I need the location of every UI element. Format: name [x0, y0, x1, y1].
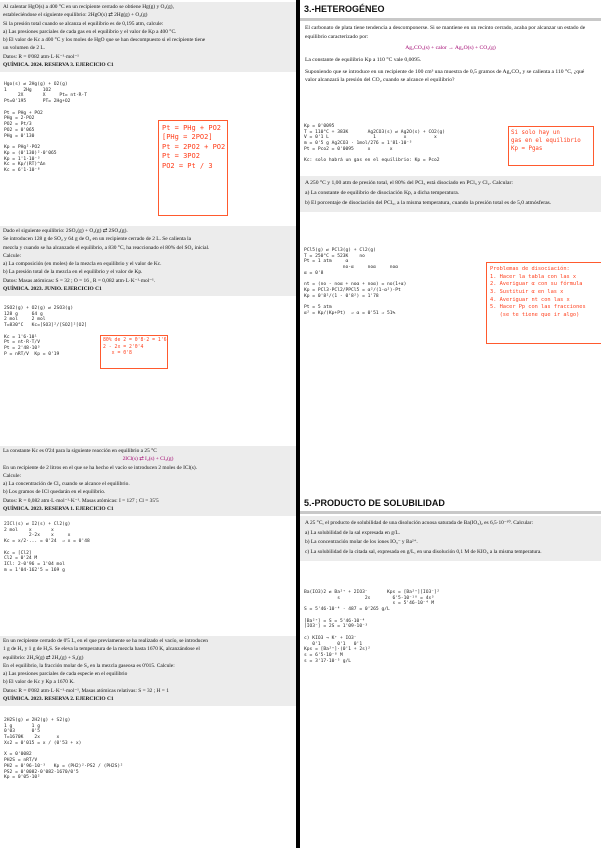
statement-line: Calcule:: [3, 252, 21, 259]
statement-line: Se introducen 128 g de SO₂ y 64 g de O₂ en un recipiente cerrado de 2 L. Se calienta la: [3, 236, 192, 243]
problem-solubility-statement: [300, 516, 601, 561]
handwritten-solution-3: 2ICl(s) ⇄ I2(s) + Cl2(g) 2 mol x x 2-2x x x Kc = x/2·... = 0'24 ⇒ x = 0'48 Kc = [Cl2] Cl2 = 0'24 M ICl: 2-0'96 = 1'04 mol m = 1'04·162'5 = 169 g: [4, 522, 90, 573]
statement-line: Dado el siguiente equilibrio: 2SO₂(g) + O₂(g) ⇄ 2SO₃(g).: [3, 228, 128, 234]
right-column: [300, 0, 601, 848]
statement-line: Al calentar HgO(s) a 400 °C en un recipiente cerrado se obtiene Hg(g) y O₂(g),: [3, 4, 174, 10]
exam-reference: QUÍMICA. 2023. RESERVA 2. EJERCICIO C1: [3, 696, 114, 703]
handwritten-solution-pcl5: PCl5(g) ⇄ PCl3(g) + Cl2(g) T = 250°C = 523K no Pt = 1 atm α no-α noα noα α = 0'8 nt = (no - noα + noα + noα) = no(1+α) Kp = PCl3·PCl2/PPCl5 = α²/(1-α²)·Pt Kp = 0'8²/(1 - 0'8²) = 1'78 Pt = 5 atm α² = Kp/(Kp+Pt) ⇒ α = 0'51 ⇒ 51%: [304, 248, 407, 317]
exam-reference: QUÍMICA. 2023. RESERVA 1. EJERCICIO C1: [3, 506, 114, 513]
handwritten-solution-2: 2SO2(g) + O2(g) ⇄ 2SO3(g) 128 g 64 g 2 mol 2 mol T=830°C Kc=[SO3]²/[SO2]²[O2] Kc = 1'6·10¹ Pt = nt·R·T/V Pt = 2'48·10³ P = nRT/V Kp = 0'19: [4, 306, 87, 357]
left-column: [0, 0, 296, 848]
problem-2-statement: [0, 226, 296, 296]
statement-line: Datos: R = 0'082 atm·L·K⁻¹·mol⁻¹: [3, 53, 79, 60]
statement-intro: A 25 °C, el producto de solubilidad de una disolución acuosa saturada de Ba(IO₃)₂ es 6,5·10⁻¹⁰. Calcular:: [305, 520, 533, 526]
problem-heterogeneous-statement: [300, 22, 601, 90]
exam-reference: QUÍMICA. 2023. JUNIO. EJERCICIO C1: [3, 286, 102, 293]
handwritten-solution-4: 2H2S(g) ⇄ 2H2(g) + S2(g) 1 g 1 g 0'03 0'5 T=1670K 2x x Xs2 = 0'015 = x / (0'53 + x) X = 0'0082 PH2S = nRT/V PH2 = 0'96·10⁻³ Kp = (PH2)²·PS2 / (PH2S)² PS2 = 0'0082·0'082·1670/0'5 Kp = 0'05·10²: [4, 718, 123, 781]
exam-reference: QUÍMICA. 2024. RESERVA 3. EJERCICIO C1: [3, 62, 114, 69]
statement-line: En un recipiente de 2 litros en el que se ha hecho el vacío se introducen 2 moles de ICl(s).: [3, 464, 197, 471]
problem-4-statement: [0, 636, 296, 706]
statement-line: estableciéndose el siguiente equilibrio: 2HgO(s) ⇄ 2Hg(g) + O₂(g): [3, 12, 148, 19]
statement-line: b) El valor de Kc a 400 °C y los moles de HgO que se han descompuesto si el recipiente tiene: [3, 37, 206, 44]
statement-c: c) La solubilidad de la citada sal, expresada en g/L, en una disolución 0,1 M de KIO₃ a la misma temperatura.: [305, 548, 542, 555]
statement-line: a) La composición (en moles) de la mezcla en equilibrio y el valor de Kc.: [3, 261, 162, 268]
statement-line: Datos: R = 0,082 atm·L·mol⁻¹·K⁻¹. Masas atómicas: I = 127 ; Cl = 35'5: [3, 497, 159, 504]
statement-line: Si la presión total cuando se alcanza el equilibrio es de 0,195 atm, calcule:: [3, 20, 164, 27]
section-title-solubility: 5.-PRODUCTO DE SOLUBILIDAD: [304, 498, 445, 508]
highlight-box-single-gas: Si solo hay un gas en el equilibrio Kp = Pgas: [508, 126, 594, 166]
statement-line: a) La concentración de Cl₂ cuando se alcance el equilibrio.: [3, 481, 130, 488]
statement-line: b) El valor de Kc y Kp a 1670 K.: [3, 679, 75, 686]
statement-b: b) El porcentaje de disociación del PCl₅, a la misma temperatura, cuando la presión total es de 5,0 atmósferas.: [305, 199, 552, 206]
statement-a: a) La constante de equilibrio de disociación Kp, a dicha temperatura.: [305, 189, 460, 196]
statement-line: equilibrio: 2H₂S(g) ⇄ 2H₂(g) + S₂(g): [3, 654, 84, 661]
statement-line: b) La presión total de la mezcla en el equilibrio y el valor de Kp.: [3, 269, 143, 276]
statement-line: Datos: R = 0'082 atm·L·K⁻¹·mol⁻¹, Masas atómicas relativas: S = 32 ; H = 1: [3, 687, 169, 694]
highlight-box-pressure: Pt = PHg + PO2 [PHg = 2PO2] Pt = 2PO2 + PO2 Pt = 3PO2 PO2 = Pt / 3: [158, 120, 228, 216]
statement-line: Calcule:: [3, 472, 21, 479]
problem-1-statement: [0, 2, 296, 72]
problem-3-statement: [0, 446, 296, 516]
statement-line: En el equilibrio, la fracción molar de S₂ en la mezcla gaseosa es 0'015. Calcule:: [3, 662, 175, 669]
problem-pcl5-statement: [300, 176, 601, 212]
highlight-box-percent: 80% de 2 = 0'8·2 = 1'6 2 - 2x = 2'0'4 x = 0'8: [100, 335, 168, 369]
statement-line: b) Los gramos de ICl quedarán en el equilibrio.: [3, 489, 106, 496]
statement-b: b) La concentración molar de los iones IO₃⁻ y Ba²⁺.: [305, 539, 418, 546]
statement-line: mezcla y cuando se ha alcanzado el equilibrio, a 830 °C, ha reaccionado el 80% del SO₂ inicial.: [3, 244, 210, 251]
statement-line: un volumen de 2 L.: [3, 45, 46, 52]
section-title-heterogeneous: 3.-HETEROGÉNEO: [304, 4, 385, 14]
statement-line: En un recipiente cerrado de 0'5 L, en el que previamente se ha realizado el vacío, se introducen: [3, 638, 208, 644]
statement-kp: La constante de equilibrio Kp a 110 °C vale 0,0095.: [305, 56, 422, 63]
statement-question: Suponiendo que se introduce en un recipiente de 100 cm³ una muestra de 0,5 gramos de Ag₂CO₃ y se calienta a 110 °C, ¿qué valor alcanzará la presión del CO₂ cuando se alcance el equilibrio?: [305, 68, 585, 84]
handwritten-solution-heterogeneous: Kp = 0'0095 T = 110°C + 383K Ag2CO3(s) ⇄ Ag2O(s) + CO2(g) V = 0'1 L 1 x x m = 0'5 g Ag2CO3 · 1mol/276 = 1'81·10⁻³ Pt = Pco2 = 0'0095 x x Kc: solo habrá un gas en el equilibrio: Kp = Pco2: [304, 124, 446, 164]
section-underline: [300, 18, 601, 21]
section-underline: [300, 511, 601, 514]
statement-intro: El carbonato de plata tiene tendencia a descomponerse. Si se mantiene en un recinto cerrado, acaba por alcanzar un estado de equilibrio caracterizado por:: [305, 25, 586, 40]
statement-a: a) La solubilidad de la sal expresada en g/L.: [305, 529, 401, 536]
statement-line: a) Las presiones parciales de cada gas en el equilibrio y el valor de Kp a 400 °C.: [3, 28, 177, 35]
highlight-box-dissociation-steps: Problemas de disociación: 1. Hacer la tabla con las x 2. Averiguar α con su fórmula 3. Sustituir α en las x 4. Averiguar nt con las x 5. Hacer Pp con las fracciones (se te tiene que ir algo): [486, 262, 601, 344]
statement-equation: 2ICl(s) ⇄ I₂(s) + Cl₂(g): [122, 456, 174, 463]
handwritten-solution-solubility: Ba(IO3)2 ⇄ Ba²⁺ + 2IO3⁻ Kps = [Ba²⁺][IO3⁻]² s 2s 6'5·10⁻¹⁰ = 4s³ s = 5'46·10⁻⁴ M S = 5'46·10⁻⁴ · 487 = 0'265 g/L [Ba²⁺] = S = 5'46·10⁻⁴ [IO3⁻] = 2S = 1'09·10⁻³ c) KIO3 → K⁺ + IO3⁻ 0'1 0'1 0'1 Kps = [Ba²⁺]·(0'1 + 2s)² s = 6'5·10⁻⁸ M s = 3'17·10⁻⁵ g/L: [304, 590, 440, 664]
statement-intro: A 250 °C y 1,00 atm de presión total, el 80% del PCl₅ está disociado en PCl₃ y Cl₂. Calcular:: [305, 180, 513, 186]
handwritten-solution-1: Hgo(s) ⇄ 2Hg(g) + O2(g) 1 2Hg 1O2 2X X Pt= nt·R·T Pt=0'195 PT= 2Hg+O2 Pt = PHg + PO2 PHg = 2·PO2 PO2 = Pt/3 PO2 = 0'065 PHg = 0'130 Kp = PHg²·PO2 Kp = (0'130)²·0'065 Kp = 1'1·10⁻³ Kc = Kp/(RT)^Δn Kc = 6'1·10⁻⁸: [4, 82, 87, 174]
statement-line: 1 g de H₂ y 1 g de H₂S. Se eleva la temperatura de la mezcla hasta 1670 K, alcanzándose el: [3, 646, 200, 653]
statement-equation: Ag₂CO₃(s) + calor → Ag₂O(s) + CO₂(g): [405, 45, 496, 52]
statement-line: a) Las presiones parciales de cada especie en el equilibrio: [3, 671, 128, 678]
statement-line: Datos: Masas atómicas: S = 32 ; O = 16 , R = 0,082 atm·L·K⁻¹·mol⁻¹.: [3, 277, 156, 284]
statement-line: La constante Kc es 0'24 para la siguiente reacción en equilibrio a 25 °C: [3, 448, 157, 454]
